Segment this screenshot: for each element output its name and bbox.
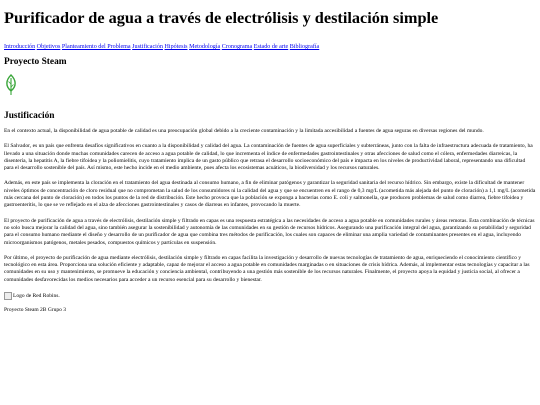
- nav-link-introduccion[interactable]: Introducción: [4, 44, 36, 50]
- nav-link-objetivos[interactable]: Objetivos: [36, 44, 61, 50]
- green-leaf-logo-icon: [4, 74, 18, 96]
- nav-link-hipotesis[interactable]: Hipótesis: [164, 44, 188, 50]
- nav-link-justificacion[interactable]: Justificación: [132, 44, 163, 50]
- nav-link-bibliografia[interactable]: Bibliografía: [289, 44, 320, 50]
- nav-link-planteamiento[interactable]: Planteamiento del Problema: [61, 44, 131, 50]
- broken-image: [4, 292, 536, 300]
- paragraph-2: El Salvador, es un país que enfrenta desafíos significativos en cuanto a la disponibilidad y calidad del agua. La contaminación de fuentes de agua superficiales y subterráneas, junto con la falta de infraestructura adecuada de tratamiento, ha llevado a una situación donde muchas comunidades carecen de acceso a agua potable de calidad, lo que incrementa el índice de enfermedades gastrointestinales y otras afecciones de salud como el cólera, enfermedades diarreicas, la disentería, la hepatitis A, la fiebre tifoidea y la poliomielitis, cuyo tratamiento implica de un gasto público que retrasa el desarrollo socioeconómico del país e impacta en los niveles de productividad laboral, representando una dificultad para el desarrollo sostenible del país. Así mismo, este hecho incide en el medio ambiente, pues afecta los ecosistemas acuáticos, la biodiversidad y los recursos naturales.: [4, 143, 533, 172]
- paragraph-4: El proyecto de purificación de agua a través de electrólisis, destilación simple y filtrado en capas es una respuesta estratégica a las necesidades de acceso a agua potable en comunidades rurales y áreas remotas. Esta combinación de técnicas no solo busca mejorar la calidad del agua, sino también asegurar la sostenibilidad y autonomía de las comunidades en su gestión de recursos hídricos. Asegurando una purificación integral del agua, garantizando su potabilidad y seguridad para el consumo humano mediante el diseño y desarrollo de un purificador de agua que combina tres métodos de purificación, los cuales son capaces de eliminar una amplia variedad de contaminantes presentes en el agua, incluyendo microorganismos patógenos, metales pesados, compuestos químicos y partículas en suspensión.: [4, 217, 535, 246]
- project-heading: Proyecto Steam: [4, 57, 67, 67]
- leaf-logo-svg: [4, 74, 18, 96]
- footer-credit: Proyecto Steam 2B Grupo 3: [4, 307, 67, 314]
- page-title: Purificador de agua a través de electrólisis y destilación simple: [4, 8, 439, 27]
- section-heading: Justificación: [4, 111, 55, 121]
- broken-image-icon: [4, 292, 12, 300]
- paragraph-1: En el contexto actual, la disponibilidad de agua potable de calidad es una preocupación global debido a la creciente contaminación y la limitada accesibilidad a fuentes de agua seguras en diversas regiones del mundo.: [4, 128, 484, 134]
- nav-link-metodologia[interactable]: Metodología: [189, 44, 221, 50]
- paragraph-5: Por último, el proyecto de purificación de agua mediante electrólisis, destilación simple y filtrado en capas facilita la investigación y desarrollo de nuevas tecnologías de tratamiento de agua, enriqueciendo el conocimiento científico y tecnológico en esta área. Proporciona una solución eficiente y adaptable, capaz de mejorar el acceso a agua potable en comunidades marginadas o en situaciones de crisis hídrica. Además, al implementar estas tecnologías y capacitar a las comunidades en su uso y mantenimiento, se promueve la educación y conciencia ambiental, contribuyendo a una gestión más sostenible de los recursos naturales. Finalmente, el proyecto apoya la equidad y justicia social, al ofrecer a comunidades desfavorecidas los medios necesarios para acceder a un recurso esencial para su desarrollo y bienestar.: [4, 254, 530, 283]
- broken-image-alt: Logo de Red Robins.: [13, 293, 60, 300]
- nav-bar: [4, 43, 536, 51]
- paragraph-3: Además, en este país se implementa la cloración en el tratamiento del agua destinada al consumo humano, a fin de eliminar patógenos y garantizar la seguridad sanitaria del recurso hídrico. Sin embargo, existe la dificultad de mantener niveles óptimos de concentración de cloro residual que no comprometan la salud de los consumidores ni la calidad del agua y que se encuentren en el rango de 0,3 mg/L (acometida más alejada del punto de cloración) a 1,1 mg/L (acometida más cercana del punto de cloración) en todos los puntos de la red de distribución. Este hecho provoca que la población se exponga a bacterias como E. coli y salmonella, que producen problemas de salud como diarrea, fiebre tifoidea y gastroenteritis, lo que se ve reflejado en el alza de afecciones gastrointestinales y casos de diarreas en infantes, provocando la muerte.: [4, 180, 536, 209]
- nav-link-estado-de-arte[interactable]: Estado de arte: [253, 44, 289, 50]
- nav-link-cronograma[interactable]: Cronograma: [221, 44, 253, 50]
